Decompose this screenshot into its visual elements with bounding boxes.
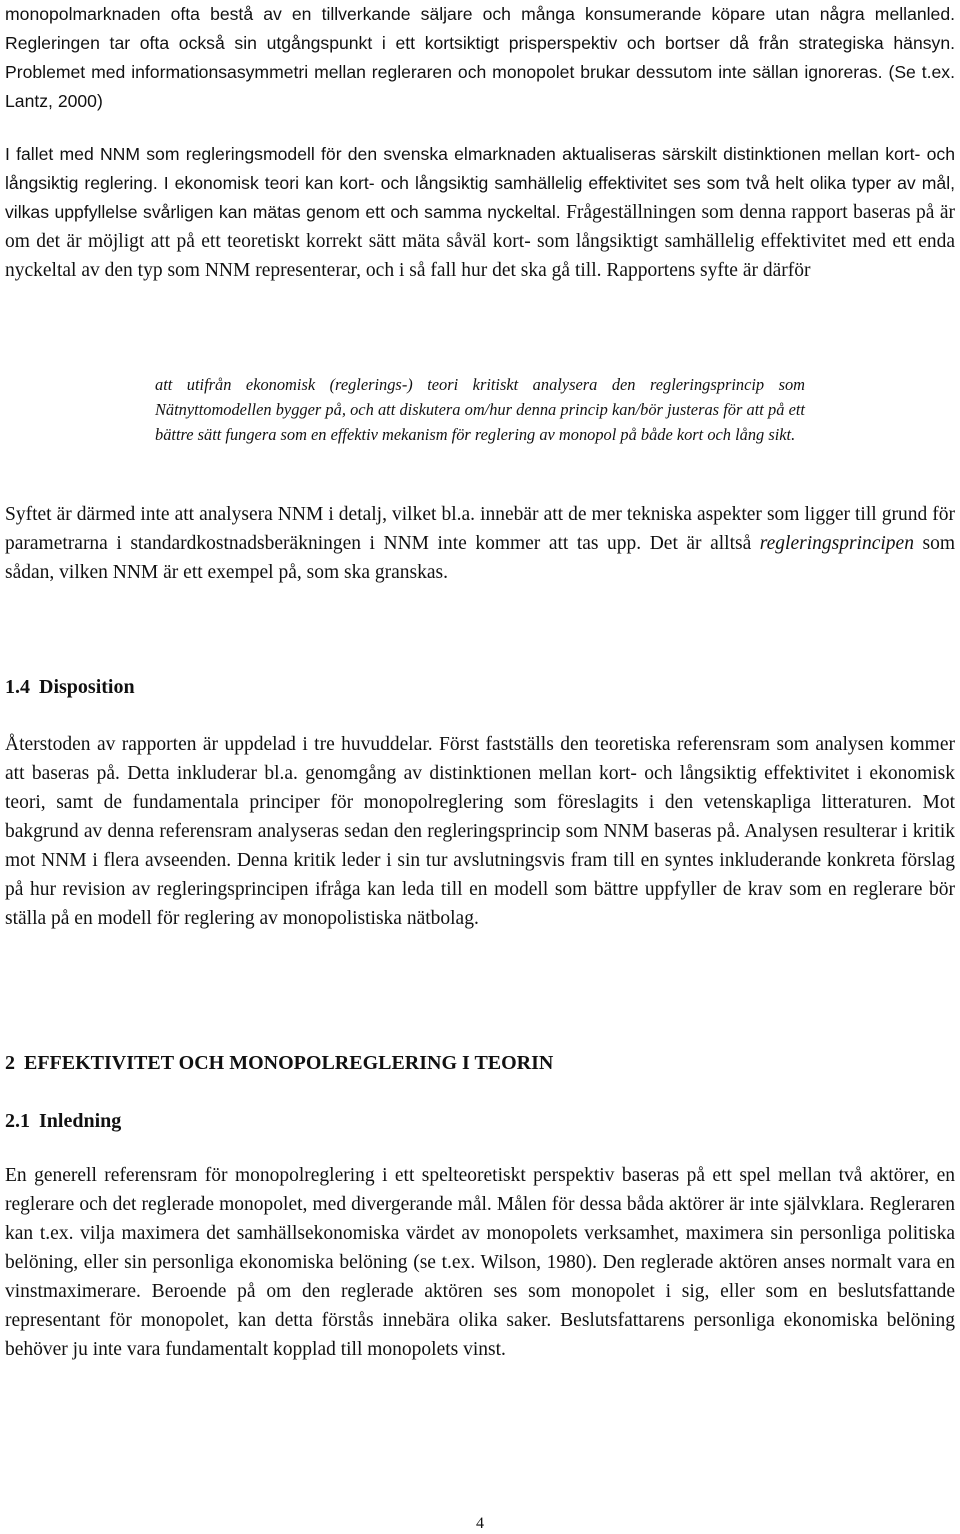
paragraph-scope-emphasis: regleringsprincipen (759, 533, 914, 554)
paragraph-question-part-c: Frågeställningen som denna rapport baseras på är om det är möjligt att på ett teoretiskt korrekt sätt mäta såväl kort- som långsiktigt samhällelig effektivitet med ett enda nyckeltal av den typ som NNM representerar, och i så fall hur det ska gå till. Rapportens syfte är därför (5, 202, 955, 281)
purpose-quote: att utifrån ekonomisk (reglerings-) teori kritiskt analysera den regleringsprincip som Nätnyttomodellen bygger på, och att diskutera om/hur denna princip kan/bör justeras för att på ett bättre sätt fungera som en effektiv mekanism för reglering av monopol på både kort och lång sikt. (155, 375, 805, 444)
paragraph-inledning: En generell referensram för monopolreglering i ett spelteoretiskt perspektiv baseras på ett spel mellan två aktörer, en reglerare och det reglerade monopolet, med divergerande mål. Målen för dessa båda aktörer är inte självklara. Regleraren kan t.ex. vilja maximera det samhällsekonomiska värdet av monopolets verksamhet, maximera sin personliga politiska belöning, eller sin personliga ekonomiska belöning (se t.ex. Wilson, 1980). Den reglerade aktören anses normalt vara en vinstmaximerare. Beroende på om den reglerade aktören ses som monopolet i sig, eller som en beslutsfattande representant för monopolet, kan detta förstås innebära olika saker. Beslutsfattarens personliga ekonomiska belöning behöver ju inte vara fundamentalt kopplad till monopolets vinst. (5, 1165, 955, 1360)
paragraph-scope-part-b: som sådan, vilken NNM är ett exempel på, som ska granskas. (5, 533, 955, 583)
paragraph-question-part-b: I ekonomisk teori kan kort- och långsiktig samhällelig effektivitet ses som två helt olika typer av mål, vilkas uppfyllelse svårligen kan mätas genom ett och samma nyckeltal. (5, 173, 955, 222)
chapter-title: EFFEKTIVITET OCH MONOPOLREGLERING I TEORIN (24, 1052, 554, 1074)
paragraph-question (5, 140, 955, 285)
paragraph-scope (5, 500, 955, 587)
section-title: Inledning (39, 1110, 122, 1132)
chapter-number: 2 (5, 1052, 15, 1074)
paragraph-disposition: Återstoden av rapporten är uppdelad i tre huvuddelar. Först fastställs den teoretiska referensram som analysen kommer att baseras på. Detta inkluderar bl.a. genomgång av distinktionen mellan kort- och långsiktig effektivitet i ekonomisk teori, samt de fundamentala principer för monopolreglering som föreslagits i den vetenskapliga litteraturen. Mot bakgrund av denna referensram analyseras sedan den regleringsprincip som NNM baseras på. Analysen resulterar i kritik mot NNM i flera avseenden. Denna kritik leder i sin tur avslutningsvis fram till en syntes inkluderande konkreta förslag på hur revision av regleringsprincipen ifråga kan leda till en modell som bättre uppfyller de krav som en reglerare bör ställa på en modell för reglering av monopolistiska nätbolag. (5, 734, 955, 929)
section-heading-disposition (5, 673, 135, 702)
section-heading-inledning (5, 1107, 121, 1136)
section-number: 2.1 (5, 1110, 30, 1132)
paragraph-question-part-a: I fallet med NNM som regleringsmodell för den svenska elmarknaden aktualiseras särskilt distinktionen mellan kort- och långsiktig reglering. (5, 144, 955, 193)
page-number: 4 (476, 1515, 484, 1532)
paragraph-scope-part-a: Syftet är därmed inte att analysera NNM i detalj, vilket bl.a. innebär att de mer tekniska aspekter som ligger till grund för parametrarna i standardkostnadsberäkningen i NNM inte kommer att tas upp. Det är alltså (5, 504, 955, 554)
paragraph-intro-text: monopolmarknaden ofta bestå av en tillverkande säljare och många konsumerande köpare utan några mellanled. Regleringen tar ofta också sin utgångspunkt i ett kortsiktigt prisperspektiv och bortser då från strategiska hänsyn. Problemet med informationsasymmetri mellan regleraren och monopolet brukar dessutom inte sällan ignoreras. (Se t.ex. Lantz, 2000) (5, 4, 955, 111)
section-number: 1.4 (5, 676, 30, 698)
section-title: Disposition (39, 676, 135, 698)
chapter-heading (5, 1049, 553, 1078)
paragraph-intro (5, 0, 955, 116)
